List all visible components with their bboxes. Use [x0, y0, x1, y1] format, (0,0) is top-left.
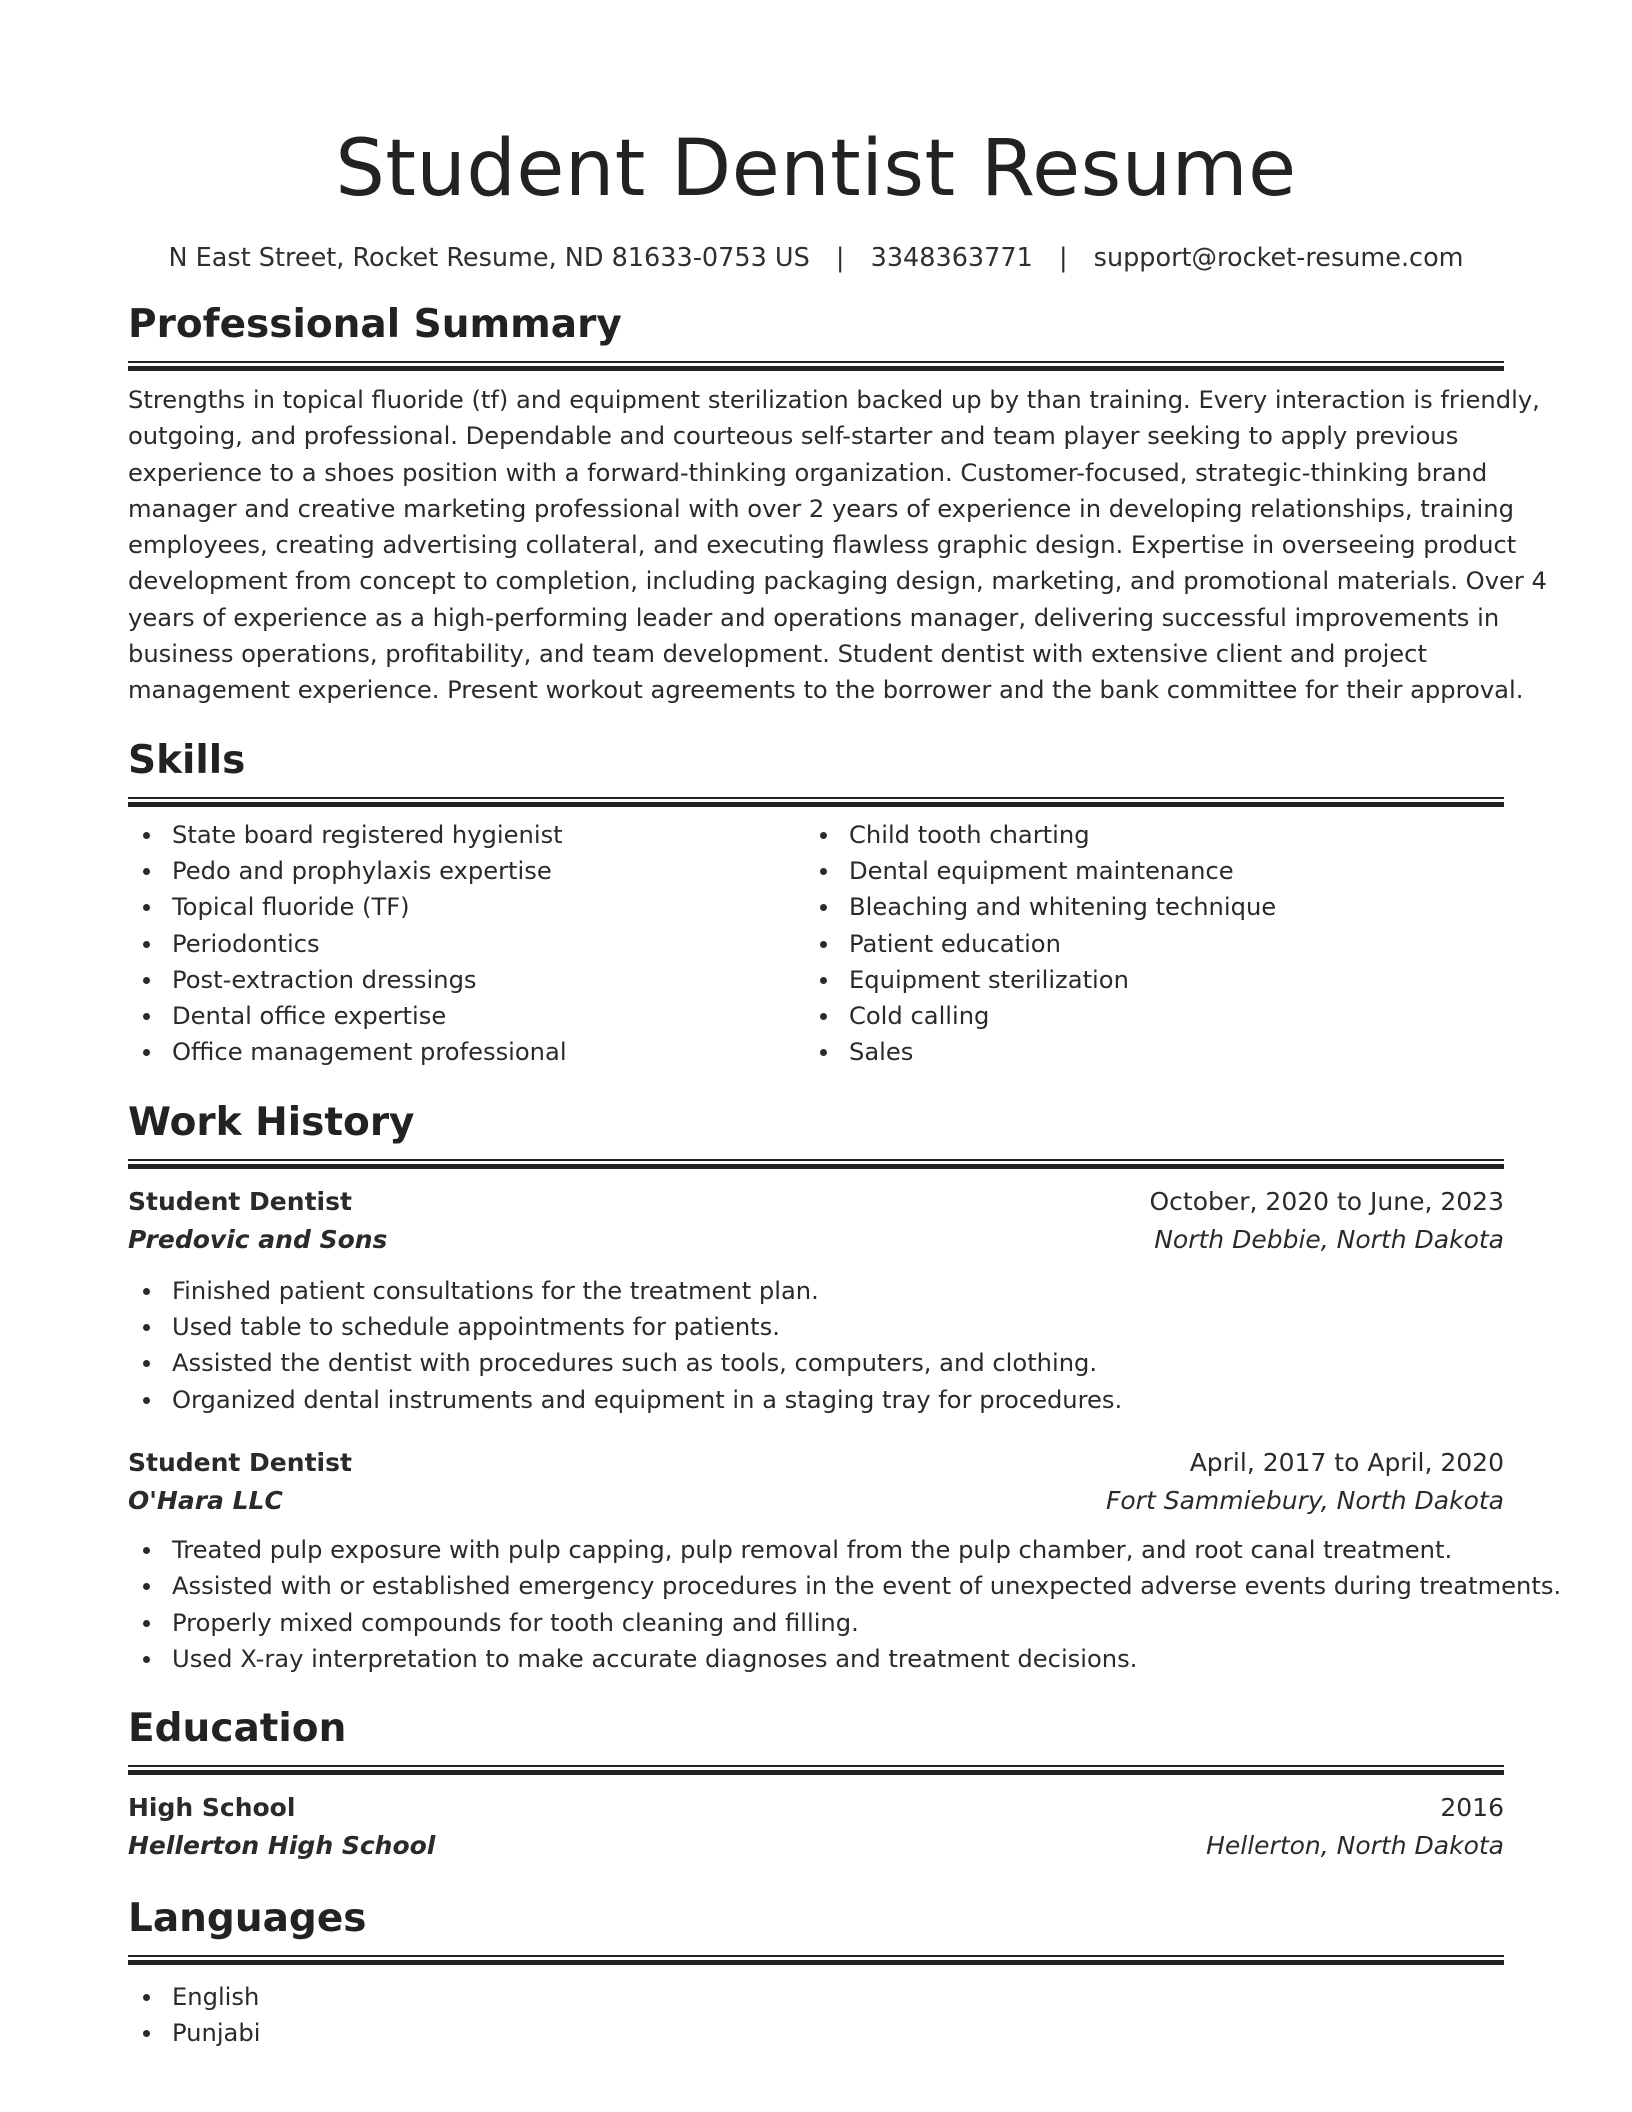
- languages-list: [128, 1979, 1504, 2052]
- summary-section: [128, 301, 1547, 709]
- summary-line: employees, creating advertising collateral, and executing flawless graphic design. Expertise in overseeing product: [128, 531, 1517, 560]
- skill-item: Dental equipment maintenance: [805, 853, 1482, 889]
- resume-title: Student Dentist Resume: [335, 124, 1297, 214]
- skill-item: Pedo and prophylaxis expertise: [128, 853, 805, 889]
- section-divider: [128, 1765, 1504, 1775]
- job-title: Student Dentist: [128, 1447, 352, 1477]
- education-school-row: [128, 1827, 1504, 1865]
- contact-line: [128, 240, 1504, 276]
- job-bullet: Assisted with or established emergency procedures in the event of unexpected adverse events during treatments.: [128, 1568, 1504, 1604]
- education-location: Hellerton, North Dakota: [1206, 1831, 1504, 1861]
- skill-item: Dental office expertise: [128, 998, 805, 1034]
- skills-columns: [128, 817, 1504, 1071]
- skills-list-left: [128, 817, 805, 1071]
- contact-address: N East Street, Rocket Resume, ND 81633-0753 US: [168, 243, 810, 273]
- education-header-row: [128, 1789, 1504, 1827]
- skill-item: Topical fluoride (TF): [128, 889, 805, 925]
- job-dates: April, 2017 to April, 2020: [1189, 1447, 1504, 1477]
- language-item: Punjabi: [128, 2015, 1504, 2051]
- skills-section: [128, 737, 1504, 1071]
- summary-line: management experience. Present workout agreements to the borrower and the bank committee for their approval.: [128, 676, 1524, 705]
- contact-separator: |: [1058, 243, 1068, 273]
- section-title-languages: Languages: [128, 1896, 367, 1942]
- job-bullet: Used table to schedule appointments for patients.: [128, 1309, 1504, 1345]
- skill-item: Equipment sterilization: [805, 962, 1482, 998]
- summary-text: [128, 382, 1547, 709]
- work-history-section: [128, 1099, 1562, 1677]
- education-degree: High School: [128, 1793, 296, 1823]
- job-bullets: [128, 1532, 1562, 1677]
- section-divider: [128, 361, 1504, 371]
- education-entry: [128, 1789, 1504, 1865]
- job-entry: [128, 1183, 1504, 1418]
- job-header-row: [128, 1183, 1504, 1221]
- section-title-skills: Skills: [128, 737, 246, 783]
- job-location: North Debbie, North Dakota: [1154, 1224, 1504, 1254]
- contact-phone: 3348363771: [870, 243, 1033, 273]
- skill-item: Cold calling: [805, 998, 1482, 1034]
- summary-line: development from concept to completion, including packaging design, marketing, and promotional materials. Over 4: [128, 567, 1547, 596]
- skills-list-right: [805, 817, 1482, 1071]
- job-bullets: [128, 1273, 1504, 1418]
- skill-item: Office management professional: [128, 1034, 805, 1070]
- skill-item: Post-extraction dressings: [128, 962, 805, 998]
- contact-email: support@rocket-resume.com: [1093, 243, 1464, 273]
- job-company: Predovic and Sons: [128, 1224, 388, 1254]
- job-bullet: Assisted the dentist with procedures such as tools, computers, and clothing.: [128, 1345, 1504, 1381]
- summary-line: Strengths in topical fluoride (tf) and equipment sterilization backed up by than training. Every interaction is friendly,: [128, 386, 1540, 414]
- section-divider: [128, 797, 1504, 807]
- job-bullet: Treated pulp exposure with pulp capping, pulp removal from the pulp chamber, and root canal treatment.: [128, 1532, 1504, 1568]
- job-company-row: [128, 1482, 1504, 1520]
- job-title: Student Dentist: [128, 1186, 352, 1216]
- job-location: Fort Sammiebury, North Dakota: [1106, 1485, 1504, 1515]
- contact-separator: |: [835, 243, 845, 273]
- job-bullet: Organized dental instruments and equipment in a staging tray for procedures.: [128, 1382, 1504, 1418]
- summary-line: outgoing, and professional. Dependable and courteous self-starter and team player seeking to apply previous: [128, 422, 1459, 451]
- job-entry: [128, 1444, 1562, 1677]
- skill-item: Patient education: [805, 926, 1482, 962]
- education-year: 2016: [1440, 1793, 1504, 1823]
- job-company-row: [128, 1221, 1504, 1259]
- job-bullet: Properly mixed compounds for tooth cleaning and filling.: [128, 1605, 1504, 1641]
- job-bullet: Used X-ray interpretation to make accurate diagnoses and treatment decisions.: [128, 1641, 1504, 1677]
- job-company: O'Hara LLC: [128, 1485, 283, 1515]
- summary-line: business operations, profitability, and team development. Student dentist with extensive client and project: [128, 640, 1427, 669]
- section-title-summary: Professional Summary: [128, 302, 622, 347]
- summary-line: years of experience as a high-performing leader and operations manager, delivering successful improvements in: [128, 603, 1500, 632]
- education-school: Hellerton High School: [128, 1831, 436, 1861]
- section-title-work-history: Work History: [128, 1099, 415, 1145]
- education-section: [128, 1705, 1504, 1865]
- section-title-education: Education: [128, 1706, 347, 1752]
- section-divider: [128, 1955, 1504, 1965]
- skill-item: Periodontics: [128, 926, 805, 962]
- skill-item: Bleaching and whitening technique: [805, 889, 1482, 925]
- languages-section: [128, 1895, 1504, 2052]
- skill-item: Child tooth charting: [805, 817, 1482, 853]
- summary-line: manager and creative marketing professional with over 2 years of experience in developing relationships, training: [128, 494, 1514, 523]
- job-dates: October, 2020 to June, 2023: [1149, 1186, 1504, 1216]
- skill-item: State board registered hygienist: [128, 817, 805, 853]
- language-item: English: [128, 1979, 1504, 2015]
- job-bullet: Finished patient consultations for the treatment plan.: [128, 1273, 1504, 1309]
- summary-line: experience to a shoes position with a forward-thinking organization. Customer-focused, strategic-thinking brand: [128, 458, 1488, 487]
- job-header-row: [128, 1444, 1504, 1482]
- section-divider: [128, 1159, 1504, 1169]
- skill-item: Sales: [805, 1034, 1482, 1070]
